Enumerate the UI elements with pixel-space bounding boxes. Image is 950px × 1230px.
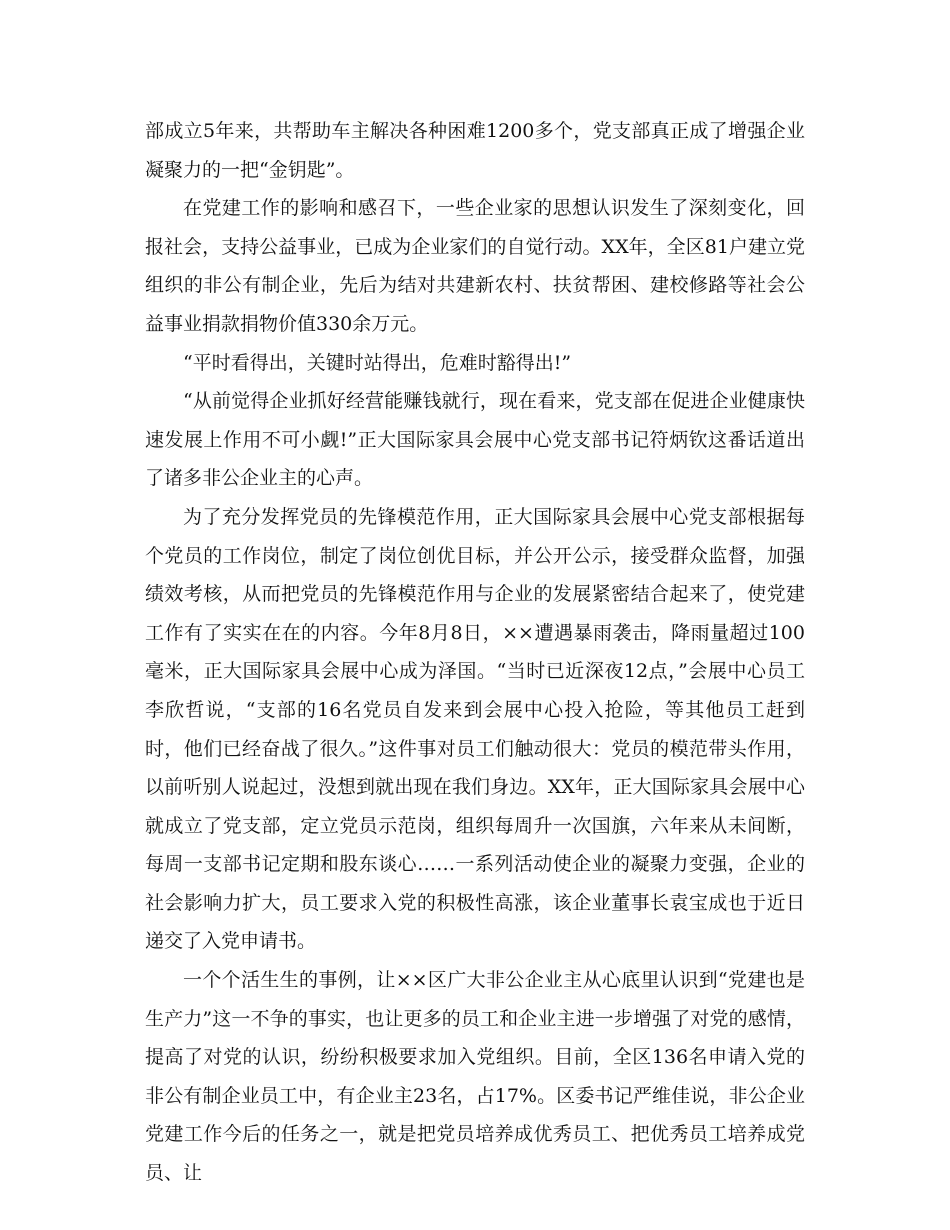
paragraph-6: 一个个活生生的事例，让××区广大非公企业主从心底里认识到“党建也是生产力”这一不争的事实，也让更多的员工和企业主进一步增强了对党的感情，提高了对党的认识，纷纷积极要求加入党组织。目前，全区136名申请入党的非公有制企业员工中，有企业主23名，占17%。区委书记严维佳说，非公企业党建工作今后的任务之一，就是把党员培养成优秀员工、把优秀员工培养成党员、让	[145, 969, 805, 1185]
paragraph-5: 为了充分发挥党员的先锋模范作用，正大国际家具会展中心党支部根据每个党员的工作岗位，制定了岗位创优目标，并公开公示，接受群众监督，加强绩效考核，从而把党员的先锋模范作用与企业的发展紧密结合起来了，使党建工作有了实实在在的内容。今年8月8日，××遭遇暴雨袭击，降雨量超过100毫米，正大国际家具会展中心成为泽国。“当时已近深夜12点，”会展中心员工李欣哲说，“支部的16名党员自发来到会展中心投入抢险，等其他员工赶到时，他们已经奋战了很久。”这件事对员工们触动很大：党员的模范带头作用，以前听别人说起过，没想到就出现在我们身边。XX年，正大国际家具会展中心就成立了党支部，定立党员示范岗，组织每周升一次国旗，六年来从未间断，每周一支部书记定期和股东谈心……一系列活动使企业的凝聚力变强，企业的社会影响力扩大，员工要求入党的积极性高涨，该企业董事长袁宝成也于近日递交了入党申请书。	[145, 505, 805, 953]
paragraph-4: “从前觉得企业抓好经营能赚钱就行，现在看来，党支部在促进企业健康快速发展上作用不可小觑!”正大国际家具会展中心党支部书记符炳钦这番话道出了诸多非公企业主的心声。	[145, 390, 805, 490]
document-body	[145, 112, 805, 1193]
paragraph-2: 在党建工作的影响和感召下，一些企业家的思想认识发生了深刻变化，回报社会，支持公益事业，已成为企业家们的自觉行动。XX年，全区81户建立党组织的非公有制企业，先后为结对共建新农村、扶贫帮困、建校修路等社会公益事业捐款捐物价值330余万元。	[145, 197, 805, 335]
paragraph-3: “平时看得出，关键时站得出，危难时豁得出!”	[183, 351, 572, 374]
paragraph-1: 部成立5年来，共帮助车主解决各种困难1200多个，党支部真正成了增强企业凝聚力的一把“金钥匙”。	[145, 120, 805, 181]
